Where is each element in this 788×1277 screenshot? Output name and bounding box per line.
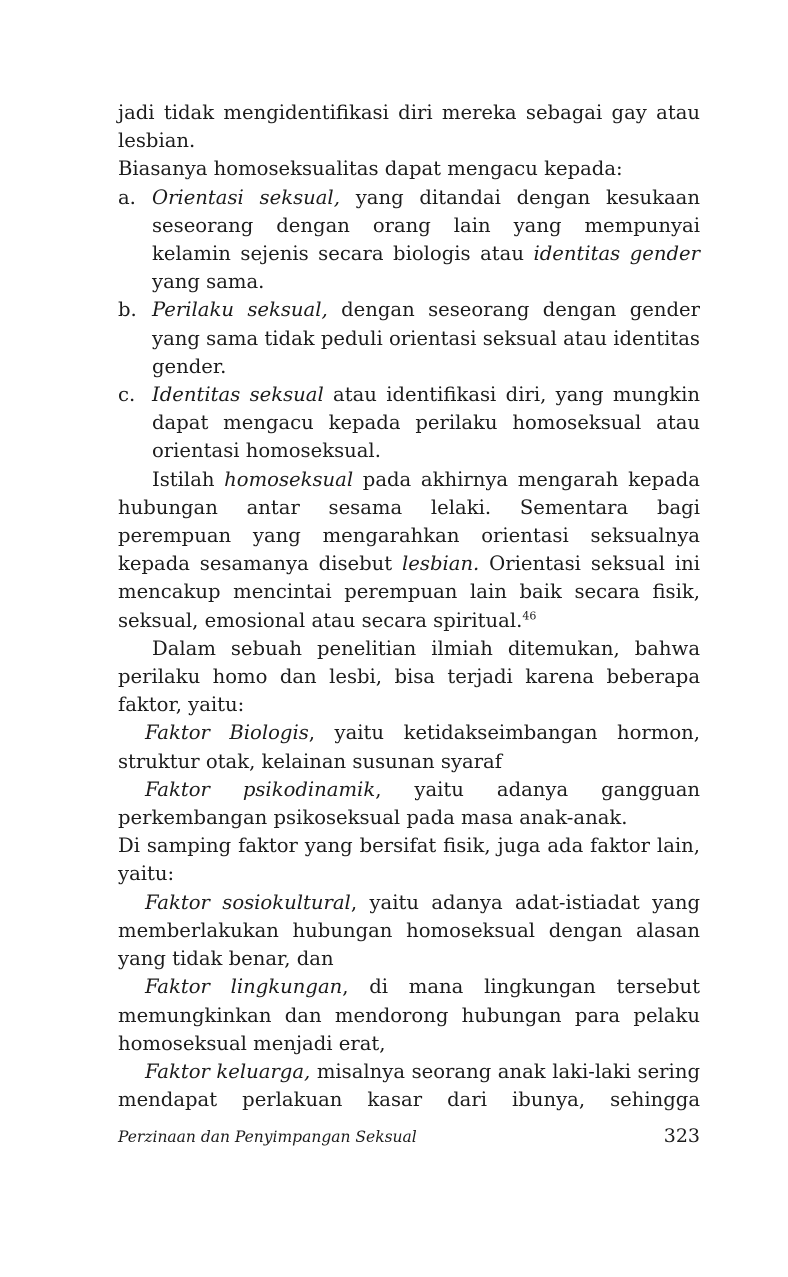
paragraph: jadi tidak mengidentifikasi diri mereka sebagai gay atau lesbian.	[118, 101, 700, 153]
list-item	[118, 184, 700, 297]
emphasis: Faktor keluarga,	[145, 1059, 311, 1083]
list-text: yang sama.	[152, 270, 265, 294]
emphasis: identitas gender	[533, 242, 701, 266]
list-text: atau identifikasi diri, yang mungkin dapat mengacu kepada perilaku homoseksual atau orientasi homoseksual.	[152, 383, 700, 463]
list-text: dengan seseorang dengan gender yang sama tidak peduli orientasi seksual atau identitas gender.	[152, 298, 701, 378]
text-run: , di mana lingkungan tersebut memungkinkan dan mendorong hubungan para pelaku homoseksual menjadi erat,	[118, 975, 700, 1055]
list-marker: b.	[118, 298, 137, 322]
body-text	[118, 99, 700, 1114]
emphasis: Identitas seksual	[152, 383, 324, 407]
list-item	[118, 381, 700, 466]
emphasis: Faktor sosiokultural	[145, 890, 351, 914]
paragraph: Dalam sebuah penelitian ilmiah ditemukan, bahwa perilaku homo dan lesbi, bisa terjadi karena beberapa faktor, yaitu:	[118, 636, 700, 717]
emphasis: homoseksual	[224, 467, 354, 491]
list-text: yang ditandai dengan kesukaan seseorang dengan orang lain yang mempunyai kelamin sejenis secara biologis atau	[152, 185, 700, 266]
list-marker: c.	[118, 383, 136, 407]
emphasis: Perilaku seksual,	[152, 298, 328, 322]
text-run: , yaitu adanya gangguan perkembangan psikoseksual pada masa anak-anak.	[118, 777, 700, 830]
list-item	[118, 296, 700, 381]
running-title: Perzinaan dan Penyimpangan Seksual	[118, 1128, 417, 1146]
factor-paragraph	[118, 973, 700, 1058]
emphasis: lesbian.	[402, 552, 480, 576]
text-run: Istilah	[152, 467, 225, 491]
text-run: pada akhirnya mengarah kepada hubungan antar sesama lelaki. Sementara bagi perempuan yang mengarahkan orientasi seksualnya kepada sesamanya disebut	[118, 467, 700, 576]
emphasis: Faktor psikodinamik	[145, 777, 376, 801]
emphasis: Orientasi seksual,	[152, 185, 340, 209]
footnote-ref: 46	[522, 609, 537, 623]
text-run: , yaitu adanya adat-istiadat yang memberlakukan hubungan homoseksual dengan alasan yang tidak benar, dan	[118, 890, 701, 971]
paragraph	[118, 466, 700, 635]
emphasis: Faktor Biologis	[145, 721, 309, 745]
page-number: 323	[663, 1125, 700, 1147]
paragraph: Biasanya homoseksualitas dapat mengacu kepada:	[118, 157, 623, 181]
homosexuality-list	[118, 184, 700, 466]
factor-paragraph	[118, 889, 700, 974]
text-run: misalnya seorang anak laki-laki sering mendapat perlakuan kasar dari ibunya, sehingga	[118, 1059, 700, 1112]
list-marker: a.	[118, 185, 136, 209]
factor-paragraph	[118, 719, 700, 775]
text-run: Orientasi seksual ini mencakup mencintai perempuan lain baik secara fisik, seksual, emosional atau secara spiritual.	[118, 552, 700, 632]
paragraph: Di samping faktor yang bersifat fisik, juga ada faktor lain, yaitu:	[118, 834, 700, 886]
text-run: , yaitu ketidakseimbangan hormon, struktur otak, kelainan susunan syaraf	[118, 721, 700, 773]
factor-paragraph	[118, 776, 700, 832]
emphasis: Faktor lingkungan	[145, 975, 343, 999]
factor-paragraph	[118, 1058, 700, 1114]
